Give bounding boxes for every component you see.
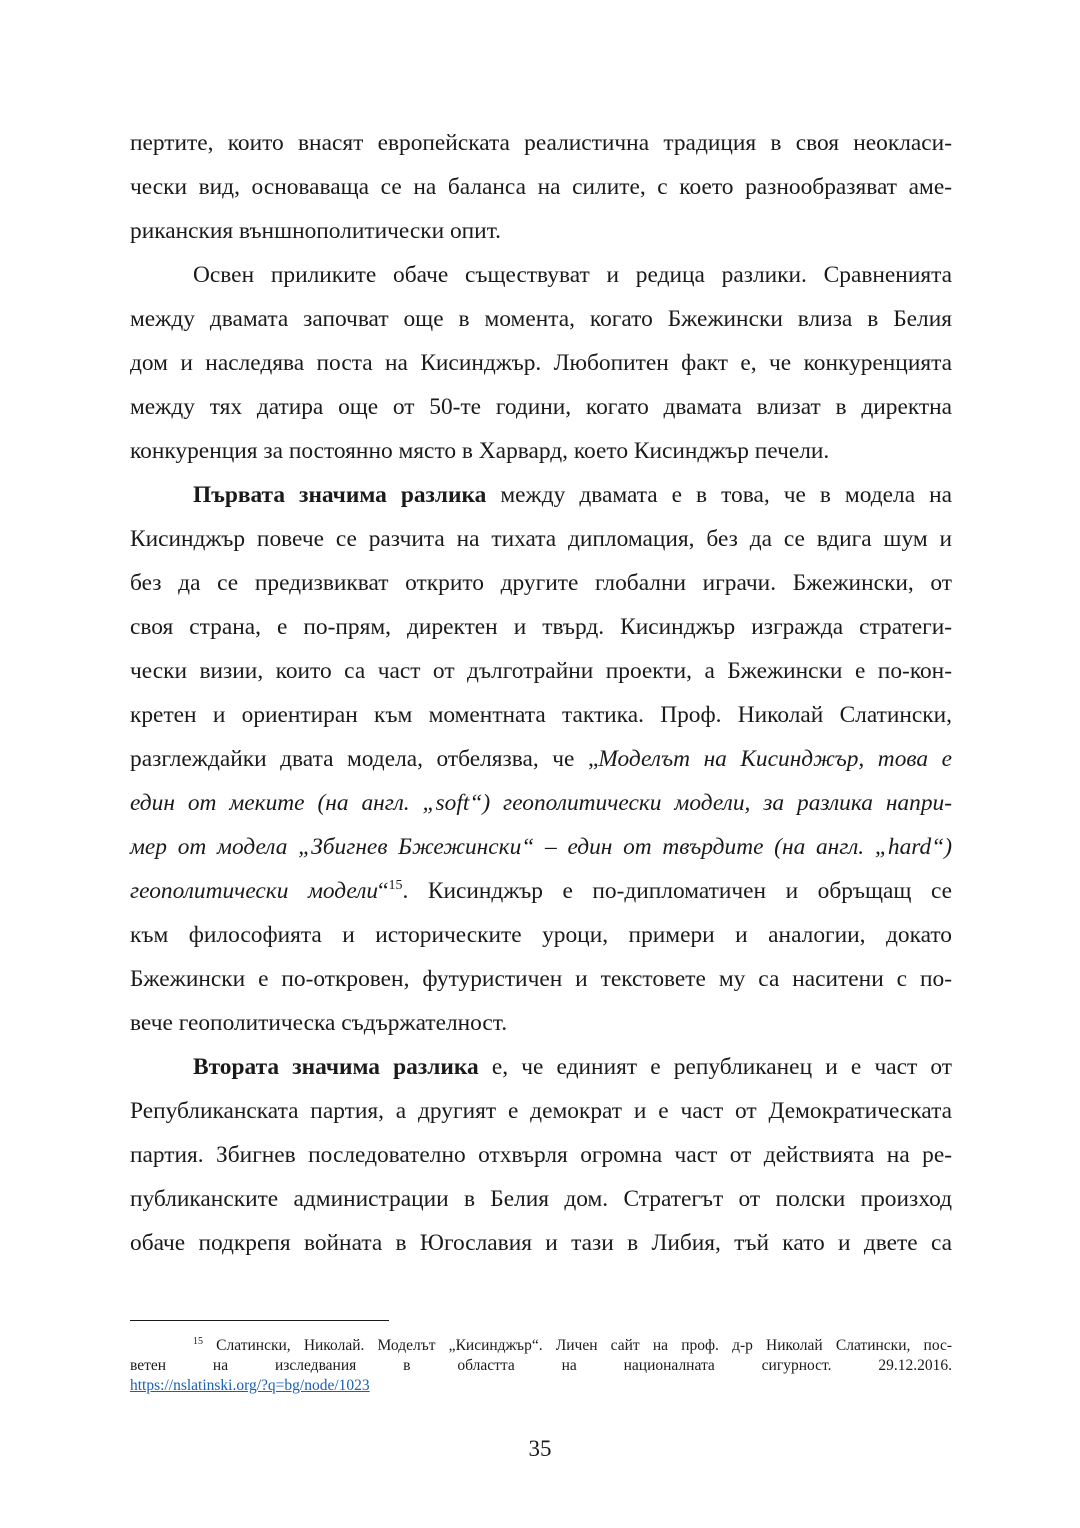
paragraph-3-line-10 [130, 876, 952, 906]
footnote-line-2: ветен на изследвания в областта на националната сигурност. 29.12.2016. [130, 1357, 952, 1374]
paragraph-4-line-5: обаче подкрепя войната в Югославия и тази в Либия, тъй като и двете са [130, 1230, 952, 1256]
quote-line-1: Моделът на Кисинджър, това е [598, 746, 952, 772]
footnote-number: 15 [193, 1336, 203, 1347]
footnote-line-3 [130, 1376, 952, 1395]
paragraph-3-line-5: чески визии, които са част от дълготрайни проекти, а Бжежински е по-кон- [130, 658, 952, 684]
paragraph-3-line-11: към философията и историческите уроци, примери и аналогии, докато [130, 922, 952, 948]
paragraph-3-line-13: вече геополитическа съдържателност. [130, 1010, 508, 1036]
paragraph-3-line-7-text: разглеждайки двата модела, отбелязва, че „ [130, 746, 599, 772]
paragraph-2-line-2: между двамата започват още в момента, когато Бжежински влиза в Белия [130, 306, 952, 332]
paragraph-3-line-1 [193, 480, 952, 510]
paragraph-2-line-3: дом и наследява поста на Кисинджър. Любопитен факт е, че конкуренцията [130, 350, 952, 376]
paragraph-3-line-12: Бжежински е по-откровен, футуристичен и текстовете му са наситени с по- [130, 966, 952, 992]
second-difference-heading: Втората значима разлика [193, 1054, 479, 1080]
footnote-line-1 [193, 1336, 952, 1355]
paragraph-2-line-5: конкуренция за постоянно място в Харвард, което Кисинджър печели. [130, 438, 830, 464]
paragraph-3-line-8 [130, 788, 952, 818]
page-number: 35 [528, 1436, 552, 1461]
paragraph-3-line-7 [130, 744, 952, 774]
paragraph-2-line-1: Освен приликите обаче съществуват и редица разлики. Сравненията [193, 262, 952, 288]
paragraph-4-line-1 [193, 1052, 952, 1082]
quote-line-3: мер от модела „Збигнев Бжежински“ – един от твърдите (на англ. „hard“) [130, 834, 952, 860]
paragraph-1-line-2: чески вид, основаваща се на баланса на силите, с което разнообразяват аме- [130, 174, 952, 200]
closing-quote: “ [378, 878, 389, 904]
footnote-reference[interactable]: 15 [388, 878, 403, 893]
paragraph-3-line-4: своя страна, е по-прям, директен и твърд. Кисинджър изгражда стратеги- [130, 614, 952, 640]
paragraph-3-line-9 [130, 832, 952, 862]
paragraph-3-line-2: Кисинджър повече се разчита на тихата дипломация, без да се вдига шум и [130, 526, 952, 552]
paragraph-1-line-3: риканския външнополитически опит. [130, 218, 502, 244]
paragraph-3-line-3: без да се предизвикват открито другите глобални играчи. Бжежински, от [130, 570, 952, 596]
quote-line-2: един от меките (на англ. „soft“) геополитически модели, за разлика напри- [130, 790, 952, 816]
footnote-line-1-text: Слатински, Николай. Моделът „Кисинджър“. Личен сайт на проф. д-р Николай Слатински, пос- [203, 1337, 952, 1354]
paragraph-3-line-10-text: . Кисинджър е по-дипломатичен и обръщащ се [402, 878, 952, 904]
footnote-link[interactable]: https://nslatinski.org/?q=bg/node/1023 [130, 1377, 370, 1394]
paragraph-4-line-4: публиканските администрации в Белия дом. Стратегът от полски произход [130, 1186, 952, 1212]
paragraph-3-line-1-text: между двамата е в това, че в модела на [486, 482, 952, 508]
paragraph-4-line-2: Републиканската партия, а другият е демократ и е част от Демократическата [130, 1098, 952, 1124]
footnote-separator [130, 1320, 389, 1321]
paragraph-4-line-3: партия. Збигнев последователно отхвърля огромна част от действията на ре- [130, 1142, 952, 1168]
paragraph-2-line-4: между тях датира още от 50-те години, когато двамата влизат в директна [130, 394, 952, 420]
paragraph-1-line-1: пертите, които внасят европейската реалистична традиция в своя неокласи- [130, 130, 952, 156]
paragraph-3-line-6: кретен и ориентиран към моментната тактика. Проф. Николай Слатински, [130, 702, 952, 728]
paragraph-4-line-1-text: е, че единият е републиканец и е част от [478, 1054, 953, 1080]
first-difference-heading: Първата значима разлика [193, 482, 487, 508]
quote-line-4: геополитически модели [130, 878, 379, 904]
